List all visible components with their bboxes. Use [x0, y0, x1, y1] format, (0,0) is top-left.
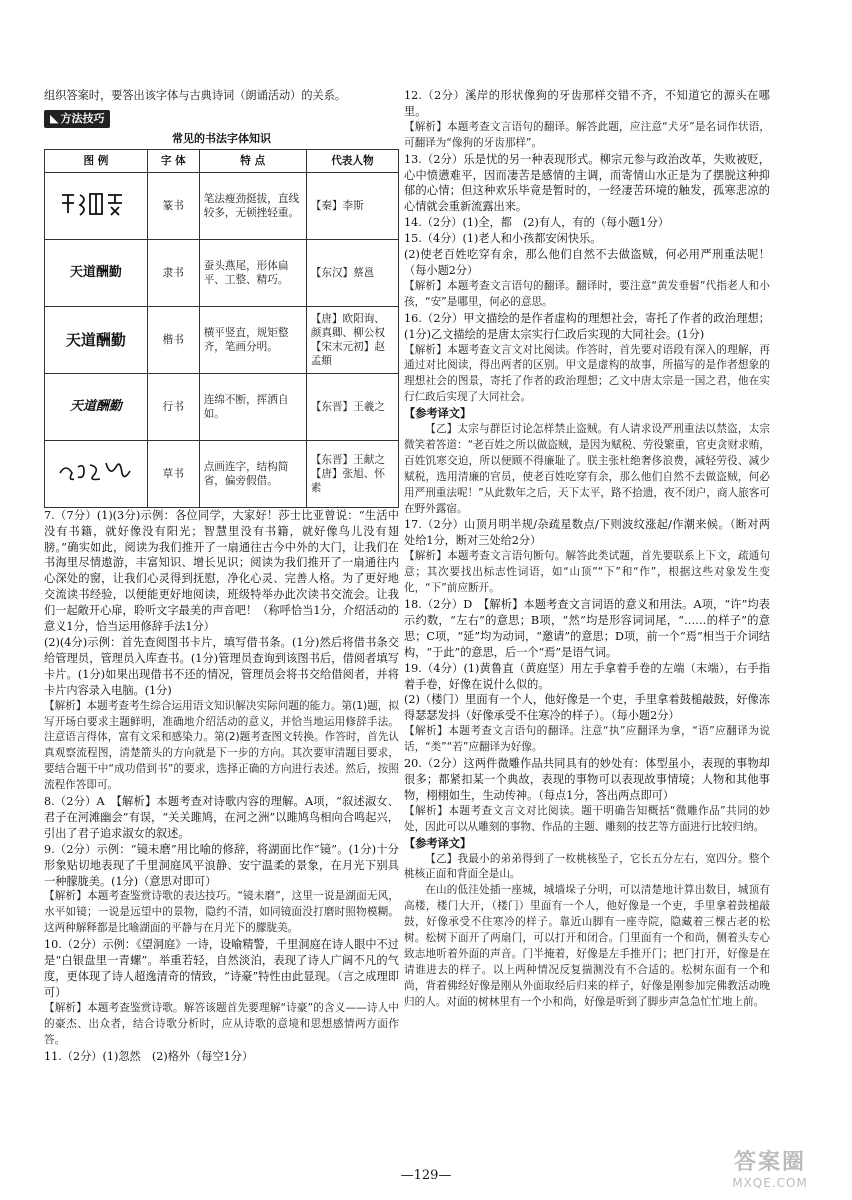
- reference-translation-label: 【参考译文】: [404, 406, 472, 421]
- seal-script-image: [56, 189, 136, 219]
- representative-person: 【东晋】王羲之: [306, 373, 398, 440]
- page-number: —129—: [400, 1168, 452, 1183]
- intro-text: 组织答案时，要答出该字体与古典诗词（朗诵活动）的关系。: [44, 89, 347, 102]
- calligraphy-table: [44, 149, 399, 508]
- font-name: 隶书: [147, 239, 199, 306]
- font-name: 楷书: [147, 306, 199, 373]
- reference-translation: 在山的低洼处插一座城，城墙垛子分明，可以清楚地计算出数目，城顶有高楼，楼门大开，（楼门）里面有一个人，他好像是一个吏，手里拿着鼓槌敲鼓，好像承受不住寒冷的样子。靠近山脚有一座寺院，隐藏着三棵古老的松树。松树下面开了两扇门，可以打开和闭合。门里面有一个和尚，侧着头专心致志地听着外面的声音。门半掩着，好像是左手推开门；把门打开，好像是在请谁进去的样子。以上两种情况反复揣测没有不合适的。松树东面有一个和尚，背着佛经好像是刚从外面取经后归来的样子，好像是刚参加完佛教活动晚归的人。对面的树林里有一个小和尚，好像是听到了脚步声急急忙忙地上前。: [404, 884, 770, 1008]
- font-feature: 笔法瘦劲挺拔，直线较多，无顿挫轻重。: [199, 172, 306, 239]
- reference-translation-label: 【参考译文】: [404, 835, 472, 850]
- answer-q7-part1: 7.（7分）(1)(3分)示例：各位同学，大家好！莎士比亚曾说：“生活中没有书籍，就好像没有阳光；智慧里没有书籍，就好像鸟儿没有翅膀。”确实如此，阅读为我们推开了一扇通往古今中外的大门，让我们在书海里尽情遨游，丰富知识、增长见识；阅读为我们推开了一扇通往内心深处的窗，让我们心灵得到抚慰，净化心灵、完善人格。为了更好地交流读书经验，以便能更好地阅读，班级特举办此次读书交流会。让我们一起敞开心扉，聆听文字最美的声音吧！（称呼恰当1分，介绍活动的意义1分，恰当运用修辞手法1分）: [44, 508, 399, 634]
- calligraphy-example: 天道酬勤: [45, 239, 148, 306]
- font-feature: 连绵不断，挥洒自如。: [199, 373, 306, 440]
- watermark-url: MXQE.COM: [732, 1176, 808, 1190]
- table-title: 常见的书法字体知识: [172, 131, 271, 145]
- answer-q7-part2: (2)(4分)示例：首先查阅图书卡片，填写借书条。(1分)然后将借书条交给管理员，管理员入库查书。(1分)管理员查询到该图书后，借阅者填写卡片。(1分)如果出现借书不还的情况，管理员会将书交给借阅者，并将卡片内容录入电脑。(1分): [44, 635, 399, 697]
- table-header: 图 例: [45, 149, 148, 172]
- answer-q18: 18.（2分）D 【解析】本题考查文言词语的意义和用法。A项，“许”均表示约数，“左右”的意思；B项，“然”均是形容词词尾，“……的样子”的意思；C项，“延”均为动词，“邀请”的意思；D项，前一个“焉”相当于介词结构，“于此”的意思，后一个“焉”是语气词。: [404, 598, 770, 659]
- left-column: [44, 88, 399, 1064]
- watermark-text: 答案圈: [733, 1150, 806, 1175]
- analysis-q12: 【解析】本题考查文言语句的翻译。解答此题，应注意“犬牙”是名词作状语，可翻译为“像狗的牙齿那样”。: [404, 120, 770, 149]
- representative-person: 【东汉】蔡邕: [306, 239, 398, 306]
- answer-q12: 12.（2分）溪岸的形状像狗的牙齿那样交错不齐，不知道它的源头在哪里。: [404, 89, 770, 118]
- calligraphy-example: 天道酬勤: [45, 306, 148, 373]
- answer-q17: 17.（2分）山顶月明半规/杂疏星数点/下则波纹涨起/作潮来候。（断对两处给1分，断对三处给2分）: [404, 518, 770, 548]
- cursive-script-image: [56, 457, 136, 487]
- font-name: 篆书: [147, 172, 199, 239]
- font-feature: 横平竖直，规矩整齐，笔画分明。: [199, 306, 306, 373]
- font-name: 草书: [147, 440, 199, 507]
- representative-person: 【东晋】王献之【唐】张旭、怀素: [306, 440, 398, 507]
- answer-q20: 20.（2分）这两件微雕作品共同具有的妙处有：体型虽小，表现的事物却很多；都紧扣某一个典故，表现的事物可以表现故事情境；人物和其他事物，栩栩如生，生动传神。（每点1分，答出两点即可）: [404, 757, 770, 802]
- answer-q9: 9.（2分）示例：“镜未磨”用比喻的修辞，将湖面比作“镜”。(1分)十分形象贴切地表现了千里洞庭风平浪静、安宁温柔的景象，在月光下别具一种朦胧美。(1分)（意思对即可）: [44, 842, 399, 888]
- answer-q10: 10.（2分）示例：《望洞庭》一诗，设喻精警，千里洞庭在诗人眼中不过是“白银盘里一青螺”。举重若轻，自然淡泊，表现了诗人广阔不凡的气度，更体现了诗人超逸清奇的情致，“诗豪”特性由此显现。（言之成理即可）: [44, 938, 399, 999]
- analysis-q16: 【解析】本题考查文言文对比阅读。作答时，首先要对语段有深入的理解，再通过对比阅读，得出两者的区别。甲文是虚构的故事，所描写的是作者想象的理想社会的图景，寄托了作者的政治理想；乙文中唐太宗是一国之君，他在实行仁政后实现了大同社会。: [404, 343, 770, 404]
- font-name: 行书: [147, 373, 199, 440]
- method-tips-label: ◣ 方法技巧: [44, 110, 110, 128]
- table-row: [45, 306, 399, 373]
- calligraphy-example-image: [45, 172, 148, 239]
- calligraphy-example: 天道酬勤: [45, 373, 148, 440]
- reference-translation: 【乙】太宗与群臣讨论怎样禁止盗贼。有人请求设严刑重法以禁盗，太宗微笑着答道：“老百姓之所以做盗贼，是因为赋税、劳役繁重，官吏贪财求贿，百姓饥寒交迫，所以便顾不得廉耻了。朕主张杜绝奢侈浪费，减轻劳役、减少赋税，选用清廉的官员，使老百姓吃穿有余，那么他们自然不去做盗贼，何必用严刑重法呢！”从此数年之后，天下太平，路不拾遗，夜不闭户，商人旅客可在野外露宿。: [404, 423, 770, 515]
- analysis-q20: 【解析】本题考查文言文对比阅读。题干明确告知概括“微雕作品”共同的妙处，因此可以从雕刻的事物、作品的主题、雕刻的技艺等方面进行比较归纳。: [404, 804, 770, 833]
- analysis-q7: 【解析】本题考查考生综合运用语文知识解决实际问题的能力。第(1)题，拟写开场白要求主题鲜明，准确地介绍活动的意义，并恰当地运用修辞手法。注意语言得体，富有文采和感染力。第(2)题考查图文转换。作答时，首先认真观察流程图，清楚箭头的方向就是下一步的方向。其次要审清题目要求，要结合题干中“成功借到书”的要求，选择正确的方向进行表述。然后，按照流程作答即可。: [44, 699, 399, 792]
- table-row: [45, 373, 399, 440]
- answer-q16: 16.（2分）甲文描绘的是作者虚构的理想社会，寄托了作者的政治理想；(1分)乙文描绘的是唐太宗实行仁政后实现的大同社会。(1分): [404, 311, 770, 341]
- triangle-icon: ◣: [50, 111, 59, 125]
- answer-q15-part1: 15.（4分）(1)老人和小孩都安闲快乐。: [404, 232, 602, 246]
- table-row: [45, 239, 399, 306]
- table-header-row: [45, 149, 399, 172]
- analysis-q15: 【解析】本题考查文言语句的翻译。翻译时，要注意“黄发垂髫”代指老人和小孩，“安”是哪里，何必的意思。: [404, 279, 770, 308]
- answer-q13: 13.（2分）乐是忧的另一种表现形式。柳宗元参与政治改革，失败被贬，心中愤懑难平，因而凄苦是感情的主调，而寄情山水正是为了摆脱这种抑郁的心情；但这种欢乐毕竟是暂时的，一经凄苦环境的触发，孤寒悲凉的心情就会重新流露出来。: [404, 152, 770, 214]
- answer-q19-part1: 19.（4分）(1)黄鲁直（黄庭坚）用左手拿着手卷的左端（末端），右手指着手卷，好像在说什么似的。: [404, 661, 770, 691]
- representative-person: 【秦】李斯: [306, 172, 398, 239]
- font-feature: 蚕头燕尾，形体扁平、工整、精巧。: [199, 239, 306, 306]
- answer-q19-part2: (2)（楼门）里面有一个人，他好像是一个吏，手里拿着鼓槌敲鼓，好像冻得瑟瑟发抖（好像承受不住寒冷的样子）。（每小题2分）: [404, 693, 770, 723]
- analysis-q9: 【解析】本题考查鉴赏诗歌的表达技巧。“镜未磨”，这里一说是湖面无风，水平如镜；一说是远望中的景物，隐约不清，如同镜面没打磨时照物模糊。这两种解释都是比喻湖面的平静与在月光下的朦胧美。: [44, 890, 399, 935]
- analysis-q10: 【解析】本题考查鉴赏诗歌。解答该题首先要理解“诗豪”的含义——诗人中的豪杰、出众者，结合诗歌分析时，应从诗歌的意境和思想感情两方面作答。: [44, 1001, 399, 1046]
- table-header: 代表人物: [306, 149, 398, 172]
- answer-q14: 14.（2分）(1)全，都 (2)有人，有的（每小题1分）: [404, 216, 670, 230]
- table-row: [45, 172, 399, 239]
- right-column: [404, 88, 770, 1011]
- analysis-q19: 【解析】本题考查文言语句的翻译。注意“执”应翻译为拿，“语”应翻译为说话，“类”“若”应翻译为好像。: [404, 725, 770, 754]
- table-row: [45, 440, 399, 507]
- answer-q15-part2: (2)使老百姓吃穿有余，那么他们自然不去做盗贼，何必用严刑重法呢！（每小题2分）: [404, 248, 770, 277]
- watermark-logo: [700, 1150, 840, 1196]
- font-feature: 点画连字，结构简省，偏旁假借。: [199, 440, 306, 507]
- cursive-example-image: [45, 440, 148, 507]
- table-header: 特 点: [199, 149, 306, 172]
- answer-q8: 8.（2分）A 【解析】本题考查对诗歌内容的理解。A项，“叙述淑女、君子在河滩幽会”有误，“关关雎鸠，在河之洲”以雎鸠鸟相向合鸣起兴，引出了君子追求淑女的叙述。: [44, 795, 399, 840]
- representative-person: 【唐】欧阳询、颜真卿、柳公权【宋末元初】赵孟頫: [306, 306, 398, 373]
- analysis-q17: 【解析】本题考查文言语句断句。解答此类试题，首先要联系上下文，疏通句意；其次要找出标志性词语，如“山顶”“下”和“作”，根据这些对象发生变化，“下”前应断开。: [404, 550, 770, 595]
- reference-translation: 【乙】我最小的弟弟得到了一枚桃核坠子，它长五分左右，宽四分。整个桃核正面和背面全是山。: [404, 852, 770, 881]
- answer-q11: 11.（2分）(1)忽然 (2)格外（每空1分）: [44, 1049, 254, 1063]
- table-header: 字 体: [147, 149, 199, 172]
